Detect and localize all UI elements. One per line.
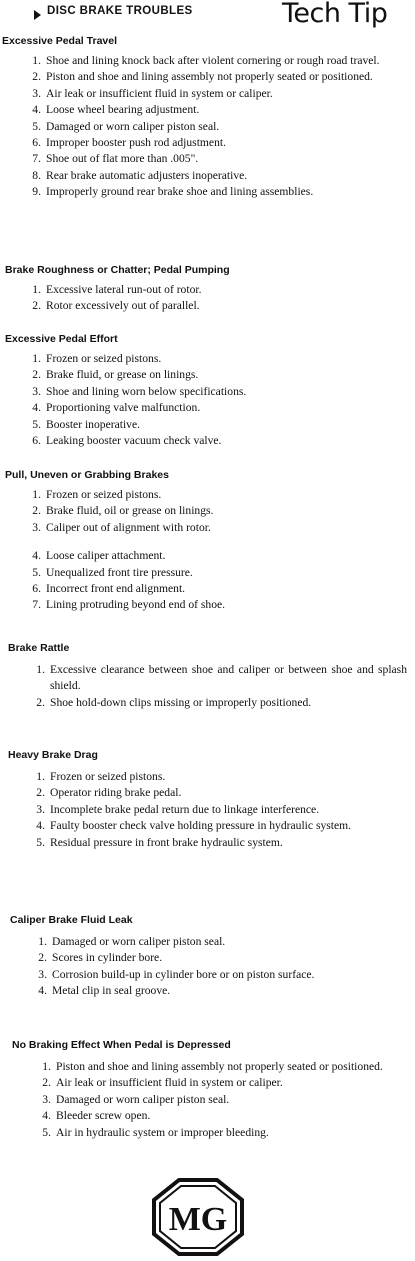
- section-heading: Heavy Brake Drag: [8, 749, 98, 761]
- trouble-list: [0, 934, 415, 1000]
- list-item: 4. Faulty booster check valve holding pressure in hydraulic system.: [36, 819, 352, 833]
- list-item: 2. Piston and shoe and lining assembly not properly seated or positioned.: [32, 70, 373, 84]
- page-title: DISC BRAKE TROUBLES: [47, 5, 193, 17]
- list-item: 5. Residual pressure in front brake hydraulic system.: [36, 835, 283, 849]
- list-item: 3. Air leak or insufficient fluid in system or caliper.: [32, 86, 273, 100]
- trouble-list: [0, 1059, 415, 1141]
- section-heading: Excessive Pedal Effort: [5, 333, 118, 345]
- list-item: 4. Loose wheel bearing adjustment.: [32, 103, 200, 117]
- list-item: 2. Brake fluid, oil or grease on linings.: [32, 504, 214, 518]
- list-item: 6. Incorrect front end alignment.: [32, 582, 186, 596]
- list-item: 7. Lining protruding beyond end of shoe.: [32, 598, 226, 612]
- trouble-list: [0, 662, 415, 711]
- section-excessive-pedal-travel: [0, 33, 415, 201]
- list-item: 1. Frozen or seized pistons.: [32, 352, 162, 365]
- list-item: 1. Shoe and lining knock back after violent cornering or rough road travel.: [32, 54, 380, 67]
- section-brake-rattle: [0, 640, 415, 711]
- list-item: 4. Bleeder screw open.: [42, 1109, 151, 1123]
- bullet-arrow-icon: [34, 10, 41, 20]
- list-item: 2. Brake fluid, or grease on linings.: [32, 368, 199, 382]
- list-item: 1. Excessive lateral run-out of rotor.: [32, 283, 202, 296]
- list-item: 3. Incomplete brake pedal return due to linkage interference.: [36, 802, 320, 816]
- page-header: [0, 0, 415, 36]
- list-item: 2. Operator riding brake pedal.: [36, 786, 182, 800]
- list-item: 8. Rear brake automatic adjusters inoperative.: [32, 168, 248, 182]
- section-heading: Brake Roughness or Chatter; Pedal Pumping: [5, 264, 230, 276]
- list-item: 6. Improper booster push rod adjustment.: [32, 136, 226, 150]
- list-item: 3. Damaged or worn caliper piston seal.: [42, 1092, 230, 1106]
- mg-logo-text: MG: [168, 1201, 228, 1238]
- list-item: 6. Leaking booster vacuum check valve.: [32, 434, 222, 448]
- section-heading: No Braking Effect When Pedal is Depressed: [12, 1039, 231, 1051]
- list-item: 5. Damaged or worn caliper piston seal.: [32, 119, 220, 133]
- tech-tip-label: Tech Tip: [282, 0, 388, 29]
- trouble-list: [0, 548, 415, 614]
- list-item: 4. Metal clip in seal groove.: [38, 984, 171, 998]
- list-item: 5. Unequalized front tire pressure.: [32, 565, 193, 579]
- list-item: 1. Damaged or worn caliper piston seal.: [38, 935, 226, 948]
- list-item: 9. Improperly ground rear brake shoe and lining assemblies.: [32, 185, 314, 199]
- list-item: 3. Shoe and lining worn below specifications.: [32, 384, 247, 398]
- list-item: 2. Scores in cylinder bore.: [38, 951, 163, 965]
- list-item: 4. Proportioning valve malfunction.: [32, 401, 201, 415]
- list-item: 5. Air in hydraulic system or improper bleeding.: [42, 1125, 269, 1139]
- list-item: 2. Air leak or insufficient fluid in system or caliper.: [42, 1076, 283, 1090]
- section-no-braking-effect: [0, 1037, 415, 1141]
- list-item: 7. Shoe out of flat more than .005".: [32, 152, 199, 166]
- section-heading: Excessive Pedal Travel: [2, 35, 118, 47]
- section-heavy-brake-drag: [0, 747, 415, 851]
- trouble-list: [0, 769, 415, 851]
- trouble-list: [0, 282, 415, 315]
- list-item: 2. Rotor excessively out of parallel.: [32, 299, 200, 313]
- list-item: 1. Piston and shoe and lining assembly not properly seated or positioned.: [42, 1060, 383, 1073]
- list-item: 4. Loose caliper attachment.: [32, 549, 166, 563]
- trouble-list: [0, 351, 415, 449]
- section-excessive-pedal-effort: [0, 331, 415, 449]
- section-caliper-fluid-leak: [0, 912, 415, 1000]
- section-heading: Pull, Uneven or Grabbing Brakes: [5, 469, 169, 481]
- list-item: 3. Corrosion build-up in cylinder bore or on piston surface.: [38, 967, 315, 981]
- list-item: 1. Frozen or seized pistons.: [32, 488, 162, 501]
- section-heading: Brake Rattle: [8, 642, 70, 654]
- section-heading: Caliper Brake Fluid Leak: [10, 914, 133, 926]
- list-item: 3. Caliper out of alignment with rotor.: [32, 520, 211, 534]
- mg-octagon-logo-icon: [152, 1178, 244, 1256]
- section-brake-roughness: [0, 262, 415, 315]
- list-item: 1. Excessive clearance between shoe and caliper or between shoe and splash shield.: [36, 663, 407, 693]
- section-pull-uneven-grabbing: [0, 467, 415, 614]
- trouble-list: [0, 53, 415, 201]
- list-item: 1. Frozen or seized pistons.: [36, 770, 166, 783]
- list-item: 2. Shoe hold-down clips missing or improperly positioned.: [36, 695, 312, 709]
- trouble-list: [0, 487, 415, 536]
- list-item: 5. Booster inoperative.: [32, 417, 141, 431]
